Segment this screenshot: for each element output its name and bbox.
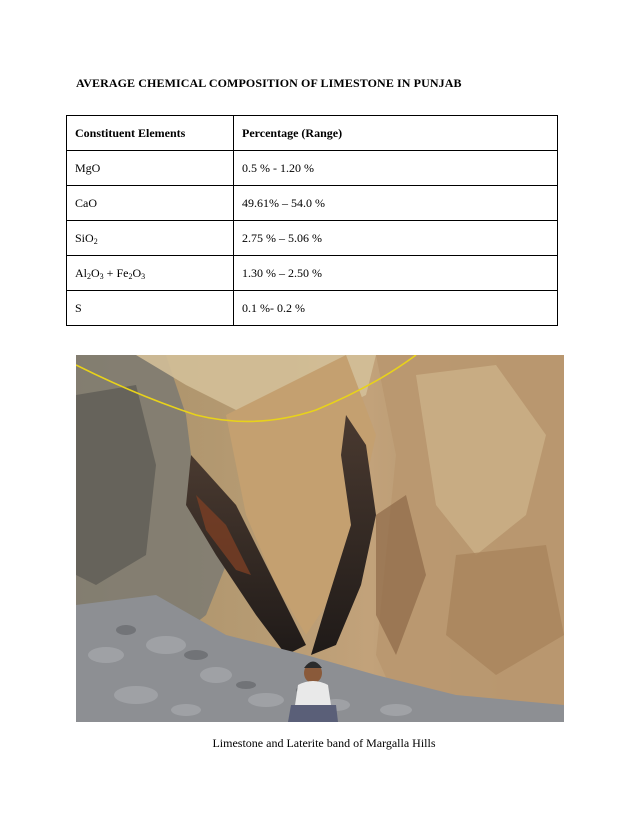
- percentage-cell: 0.5 % - 1.20 %: [234, 151, 558, 186]
- table-row: [67, 256, 558, 291]
- table-row: [67, 186, 558, 221]
- percentage-cell: 49.61% – 54.0 %: [234, 186, 558, 221]
- percentage-cell: 2.75 % – 5.06 %: [234, 221, 558, 256]
- constituent-cell: CaO: [67, 186, 234, 221]
- page-title: AVERAGE CHEMICAL COMPOSITION OF LIMESTONE IN PUNJAB: [76, 76, 462, 90]
- header-constituent: Constituent Elements: [67, 116, 234, 151]
- composition-table: [66, 115, 558, 326]
- table-row: [67, 291, 558, 326]
- constituent-cell: $Al_2O_3 + Fe_2O_3$: [67, 256, 234, 291]
- table-row: [67, 151, 558, 186]
- constituent-cell: S: [67, 291, 234, 326]
- constituent-cell: SiO$_2$: [67, 221, 234, 256]
- constituent-cell: MgO: [67, 151, 234, 186]
- percentage-cell: 0.1 %- 0.2 %: [234, 291, 558, 326]
- percentage-cell: 1.30 % – 2.50 %: [234, 256, 558, 291]
- table-header-row: [67, 116, 558, 151]
- limestone-photo: [76, 355, 564, 722]
- table-row: [67, 221, 558, 256]
- photo-caption: Limestone and Laterite band of Margalla Hills: [212, 736, 436, 750]
- header-percentage: Percentage (Range): [234, 116, 558, 151]
